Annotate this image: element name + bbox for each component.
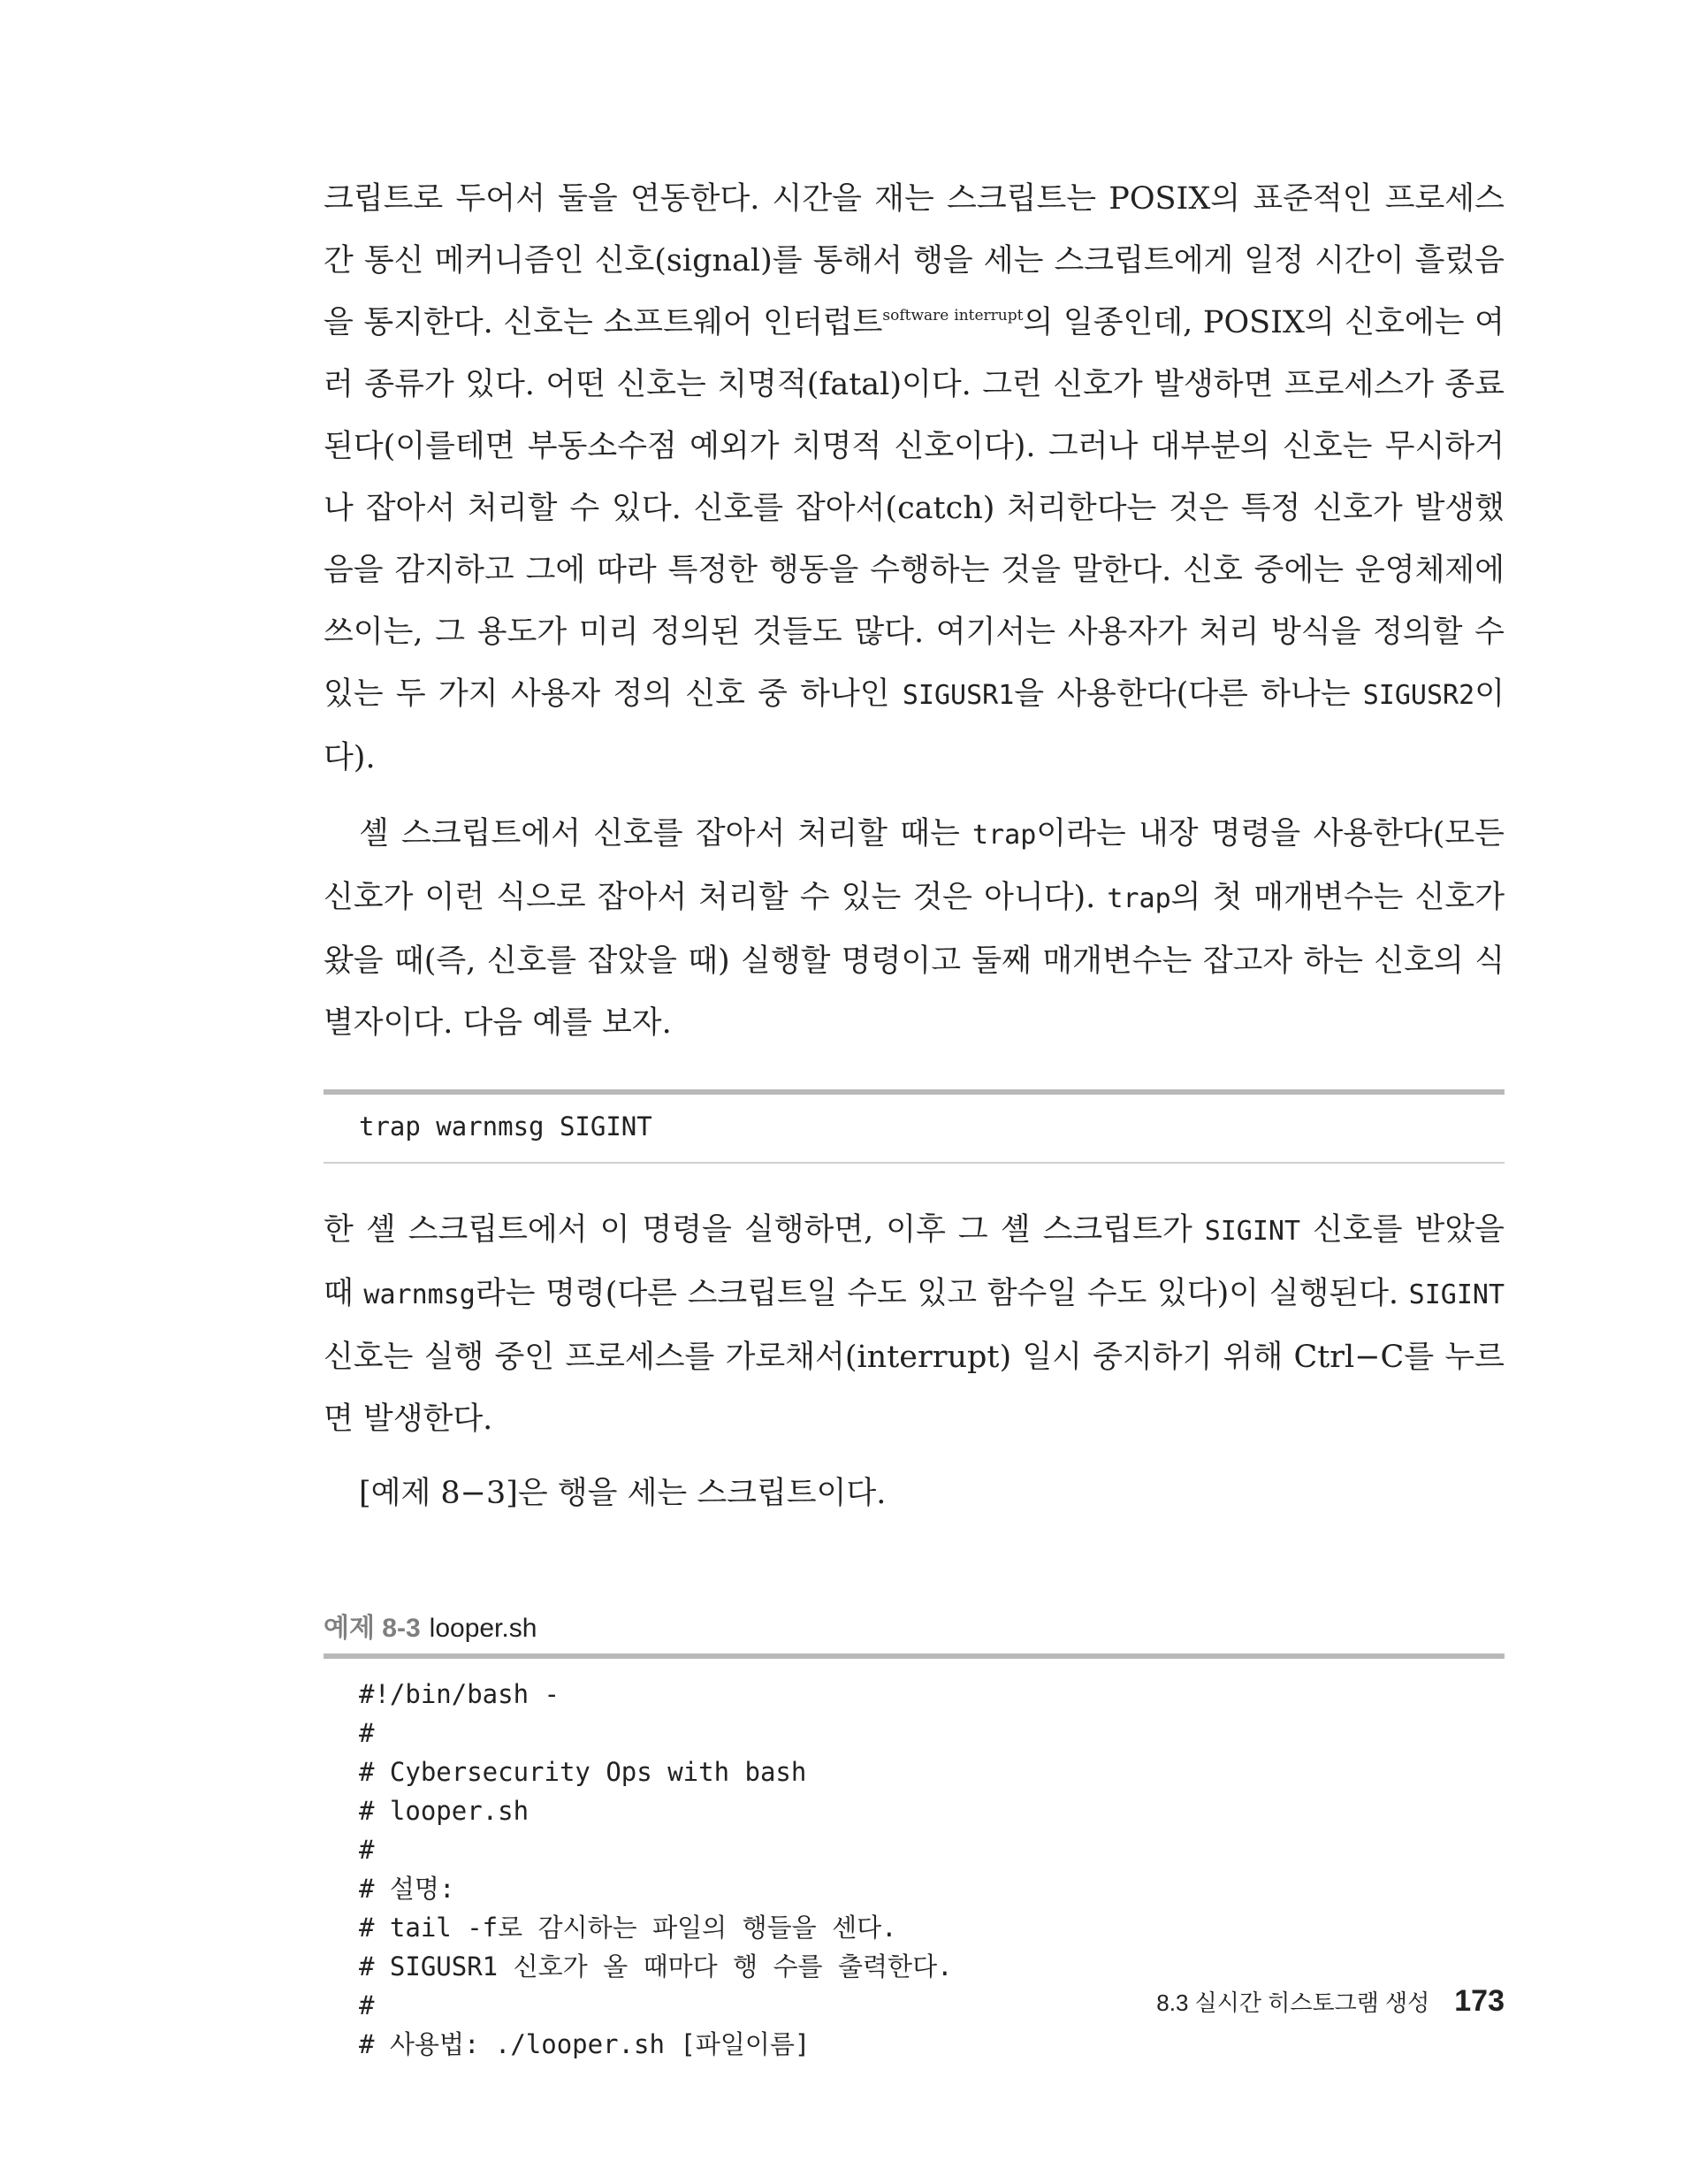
code-listing-line: # (359, 1990, 375, 2020)
paragraph-text: 신호는 실행 중인 프로세스를 가로채서(interrupt) 일시 중지하기 위해 Ctrl−C를 누르면 발생한다. (324, 1340, 1505, 1437)
paragraph-text: 의 일종인데, POSIX의 신호에는 여러 종류가 있다. 어떤 신호는 치명적(fatal)이다. 그런 신호가 발생하면 프로세스가 종료된다(이를테면 부동소수점 예외가 치명적 신호이다). 그러나 대부분의 신호는 무시하거나 잡아서 처리할 수 있다. 신호를 잡아서(catch) 처리한다는 것은 특정 신호가 발생했음을 감지하고 그에 따라 특정한 행동을 수행하는 것을 말한다. 신호 중에는 운영체제에 쓰이는, 그 용도가 미리 정의된 것들도 많다. 여기서는 사용자가 처리 방식을 정의할 수 있는 두 가지 사용자 정의 신호 중 하나인 (324, 305, 1505, 712)
code-listing-line: # 설명: (359, 1874, 455, 1904)
inline-code: warnmsg (363, 1279, 476, 1310)
page-content (324, 168, 1505, 2064)
paragraph-text: 한 셸 스크립트에서 이 명령을 실행하면, 이후 그 셸 스크립트가 (324, 1212, 1205, 1248)
paragraph-text: 신호를 받았을 때 (324, 1212, 1505, 1311)
code-listing-line: # (359, 1835, 375, 1865)
paragraph-text: 의 첫 매개변수는 신호가 왔을 때(즉, 신호를 잡았을 때) 실행할 명령이고 둘째 매개변수는 잡고자 하는 신호의 식별자이다. 다음 예를 보자. (324, 880, 1505, 1041)
paragraph-text: 이다). (324, 676, 1505, 775)
code-listing-line: # 사용법: ./looper.sh [파일이름] (359, 2029, 811, 2059)
code-listing-line: #!/bin/bash - (359, 1679, 560, 1709)
body-paragraph-4: [예제 8−3]은 행을 세는 스크립트이다. (359, 1476, 887, 1511)
footer-section-title: 8.3 실시간 히스토그램 생성 (1156, 1989, 1430, 2016)
paragraph-text: 이라는 내장 명령을 사용한다(모든 신호가 이런 식으로 잡아서 처리할 수 있는 것은 아니다). (324, 816, 1505, 915)
code-listing-line: # (359, 1718, 375, 1748)
paragraph-text: 크립트로 두어서 둘을 연동한다. 시간을 재는 스크립트는 POSIX의 표준적인 프로세스 간 통신 메커니즘인 신호(signal)를 통해서 행을 세는 스크립트에게 일정 시간이 흘렀음을 통지한다. 신호는 소프트웨어 인터럽트 (324, 181, 1505, 340)
inline-code: trap (972, 820, 1037, 851)
code-listing-line: # SIGUSR1 신호가 올 때마다 행 수를 출력한다. (359, 1951, 953, 1982)
paragraph-text: 을 사용한다(다른 하나는 (1014, 676, 1363, 712)
inline-code: SIGUSR2 (1362, 680, 1475, 711)
inline-code: SIGUSR1 (902, 680, 1015, 711)
body-paragraph-2 (324, 803, 1505, 1054)
inline-code: SIGINT (1204, 1216, 1301, 1247)
body-paragraph-3 (324, 1199, 1505, 1450)
inline-code: SIGINT (1408, 1279, 1505, 1310)
code-listing-line: # Cybersecurity Ops with bash (359, 1757, 807, 1787)
inline-code: trap (1107, 883, 1171, 914)
code-listing-line: # looper.sh (359, 1796, 530, 1826)
page-footer (1156, 1984, 1505, 2019)
paragraph-text: 라는 명령(다른 스크립트일 수도 있고 함수일 수도 있다)이 실행된다. (475, 1276, 1409, 1311)
superscript-term: software interrupt (882, 307, 1024, 325)
body-paragraph-1 (324, 168, 1505, 789)
code-line: trap warnmsg SIGINT (359, 1111, 652, 1142)
example-number: 예제 8-3 (324, 1614, 421, 1643)
example-filename: looper.sh (429, 1614, 537, 1643)
page-number: 173 (1454, 1984, 1505, 2018)
example-caption (324, 1606, 1505, 1659)
code-listing-line: # tail -f로 감시하는 파일의 행들을 센다. (359, 1913, 897, 1943)
paragraph-text: 셸 스크립트에서 신호를 잡아서 처리할 때는 (359, 816, 973, 851)
code-block (324, 1089, 1505, 1164)
